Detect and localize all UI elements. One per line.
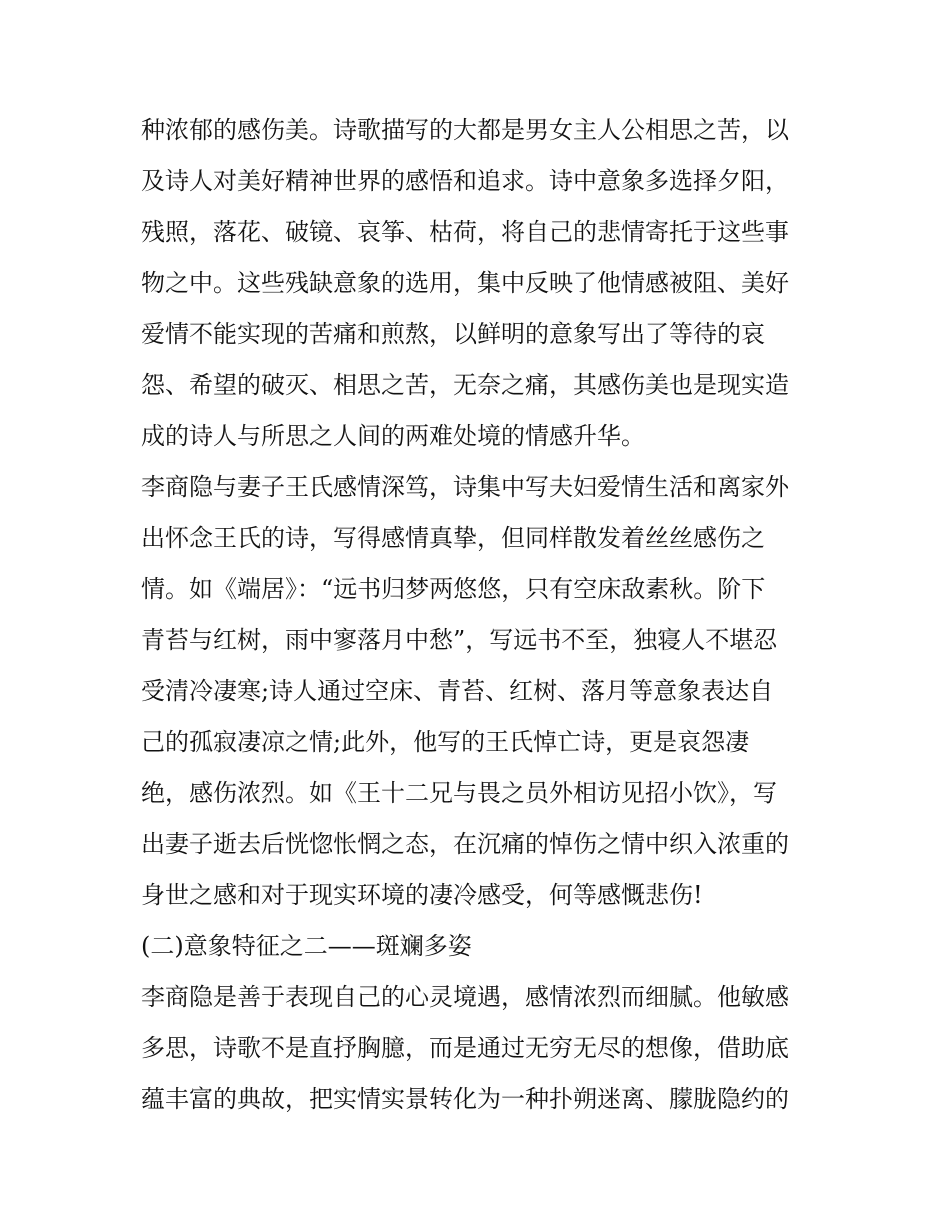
text-line: 出妻子逝去后恍惚怅惘之态，在沉痛的悼伤之情中织入浓重的 [141, 830, 789, 858]
text-line: 怨、希望的破灭、相思之苦，无奈之痛，其感伤美也是现实造 [141, 371, 789, 399]
text-line: 成的诗人与所思之人间的两难处境的情感升华。 [141, 422, 645, 450]
text-line: 物之中。这些残缺意象的选用，集中反映了他情感被阻、美好 [141, 269, 789, 297]
text-line: 及诗人对美好精神世界的感悟和追求。诗中意象多选择夕阳， [141, 167, 789, 195]
text-line: 情。如《端居》：“远书归梦两悠悠，只有空床敌素秋。阶下 [141, 575, 766, 603]
text-line: 李商隐是善于表现自己的心灵境遇，感情浓烈而细腻。他敏感 [141, 983, 789, 1011]
text-line: 多思，诗歌不是直抒胸臆，而是通过无穷无尽的想像，借助底 [141, 1034, 789, 1062]
text-line: 爱情不能实现的苦痛和煎熬，以鲜明的意象写出了等待的哀 [141, 320, 765, 348]
text-line: 种浓郁的感伤美。诗歌描写的大都是男女主人公相思之苦，以 [141, 116, 789, 144]
text-line: 李商隐与妻子王氏感情深笃，诗集中写夫妇爱情生活和离家外 [141, 473, 789, 501]
text-line: 己的孤寂凄凉之情;此外，他写的王氏悼亡诗，更是哀怨凄 [141, 728, 750, 756]
text-line: 绝，感伤浓烈。如《王十二兄与畏之员外相访见招小饮》，写 [141, 779, 777, 807]
text-line: 青苔与红树，雨中寥落月中愁”，写远书不至，独寝人不堪忍 [141, 626, 778, 654]
text-line: 蕴丰富的典故，把实情实景转化为一种扑朔迷离、朦胧隐约的 [141, 1085, 789, 1113]
text-line: 出怀念王氏的诗，写得感情真挚，但同样散发着丝丝感伤之 [141, 524, 765, 552]
text-line: 残照，落花、破镜、哀筝、枯荷，将自己的悲情寄托于这些事 [141, 218, 789, 246]
section-heading: (二)意象特征之二——斑斓多姿 [141, 932, 472, 960]
text-line: 身世之感和对于现实环境的凄冷感受，何等感慨悲伤! [141, 881, 703, 909]
text-line: 受清冷凄寒;诗人通过空床、青苔、红树、落月等意象表达自 [141, 677, 774, 705]
